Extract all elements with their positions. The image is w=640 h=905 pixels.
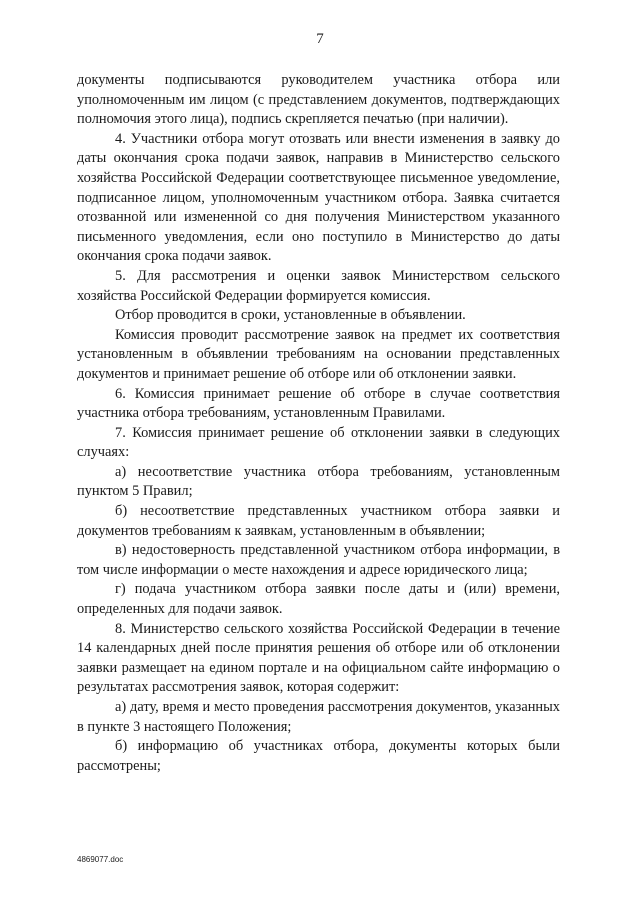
page-number: 7 (316, 31, 324, 47)
paragraph-commission-review: Комиссия проводит рассмотрение заявок на предмет их соответствия установленным в объявлении требованиям на основании представленных документов и принимает решение об отборе или об отклонении заявки. (77, 326, 560, 382)
paragraph-continuation: документы подписываются руководителем участника отбора или уполномоченным им лицом (с представлением документов, подтверждающих полномочия этого лица), подпись скрепляется печатью (при наличии). (77, 72, 560, 128)
paragraph-subitem-a: а) несоответствие участника отбора требованиям, установленным пунктом 5 Правил; (77, 463, 560, 500)
paragraph-item-8-subitem-b: б) информацию об участниках отбора, документы которых были рассмотрены; (77, 738, 560, 774)
paragraph-subitem-v: в) недостоверность представленной участником отбора информации, в том числе информации о месте нахождения и адресе юридического лица; (77, 542, 560, 578)
paragraph-item-5: 5. Для рассмотрения и оценки заявок Министерством сельского хозяйства Российской Федерации формируется комиссия. (77, 267, 560, 304)
document-body (77, 71, 560, 776)
paragraph-item-7: 7. Комиссия принимает решение об отклонении заявки в следующих случаях: (77, 424, 560, 461)
paragraph-subitem-b: б) несоответствие представленных участником отбора заявки и документов требованиям к заявкам, установленным в объявлении; (77, 503, 560, 539)
paragraph-item-6: 6. Комиссия принимает решение об отборе в случае соответствия участника отбора требованиям, установленным Правилами. (77, 385, 560, 422)
paragraph-item-8: 8. Министерство сельского хозяйства Российской Федерации в течение 14 календарных дней после принятия решения об отборе или об отклонении заявки размещает на едином портале и на официальном сайте информацию о результатах рассмотрения заявок, которая содержит: (77, 620, 560, 696)
document-filename-footer: 4869077.doc (77, 855, 124, 864)
paragraph-subitem-g: г) подача участником отбора заявки после даты и (или) времени, определенных для подачи заявок. (77, 581, 560, 618)
paragraph-item-4: 4. Участники отбора могут отозвать или внести изменения в заявку до даты окончания срока подачи заявок, направив в Министерство сельского хозяйства Российской Федерации соответствующее письменное уведомление, подписанное лицом, уполномоченным участником отбора. Заявка считается отозванной или измененной со дня получения Министерством указанного письменного уведомления, если оно поступило в Министерство до даты окончания срока подачи заявок. (77, 130, 560, 265)
paragraph-item-8-subitem-a: а) дату, время и место проведения рассмотрения документов, указанных в пункте 3 настоящего Положения; (77, 699, 560, 735)
paragraph-selection-terms: Отбор проводится в сроки, установленные в объявлении. (115, 307, 466, 324)
